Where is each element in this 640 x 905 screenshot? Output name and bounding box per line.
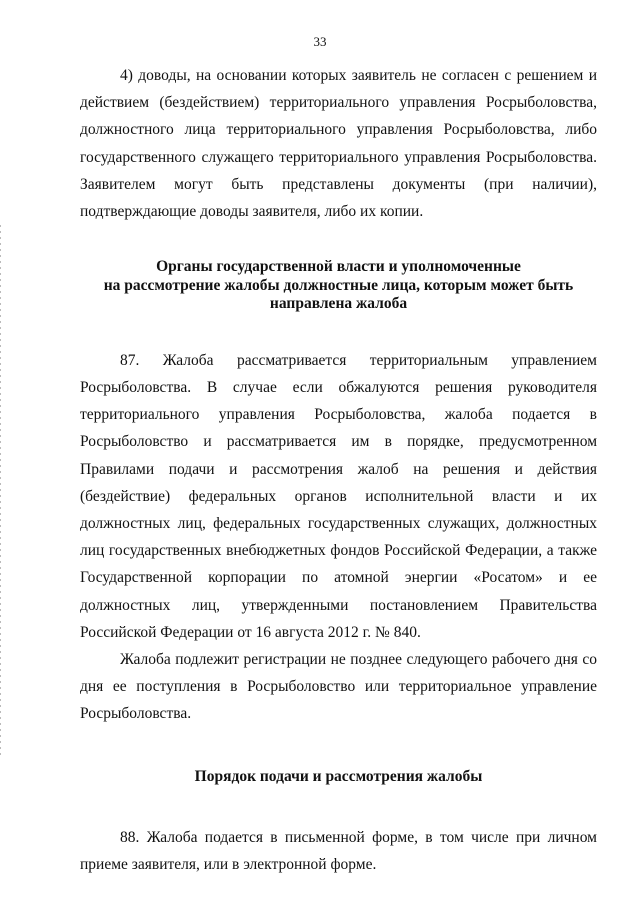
- scan-margin-mark: [0, 225, 1, 755]
- heading-line: на рассмотрение жалобы должностные лица, которым может быть: [103, 276, 574, 294]
- page-number: 33: [313, 34, 327, 49]
- heading-line: направлена жалоба: [269, 295, 408, 313]
- paragraph-registration: Жалоба подлежит регистрации не позднее следующего рабочего дня со дня ее поступления в Росрыболовство или территориальное управление Росрыболовства.: [80, 650, 597, 723]
- paragraph-88: 88. Жалоба подается в письменной форме, в том числе при личном приеме заявителя, или в электронной форме.: [80, 829, 597, 874]
- section-heading-procedure: Порядок подачи и рассмотрения жалобы: [194, 767, 483, 785]
- document-body: [80, 60, 597, 878]
- heading-line: Органы государственной власти и уполномоченные: [156, 258, 521, 276]
- paragraph-87: 87. Жалоба рассматривается территориальным управлением Росрыболовства. В случае если обжалуются решения руководителя территориального управления Росрыболовства, жалоба подается в Росрыболовство и рассматривается им в порядке, предусмотренном Правилами подачи и рассмотрения жалоб на решения и действия (бездействие) федеральных органов исполнительной власти и их должностных лиц, федеральных государственных служащих, должностных лиц государственных внебюджетных фондов Российской Федерации, а также Государственной корпорации по атомной энергии «Росатом» и ее должностных лиц, утвержденными постановлением Правительства Российской Федерации от 16 августа 2012 г. № 840.: [80, 351, 597, 641]
- paragraph-item-4: 4) доводы, на основании которых заявитель не согласен с решением и действием (бездействием) территориального управления Росрыболовства, должностного лица территориального управления Росрыболовства, либо государственного служащего территориального управления Росрыболовства. Заявителем могут быть представлены документы (при наличии), подтверждающие доводы заявителя, либо их копии.: [80, 67, 597, 221]
- section-heading-authorities: [80, 258, 597, 314]
